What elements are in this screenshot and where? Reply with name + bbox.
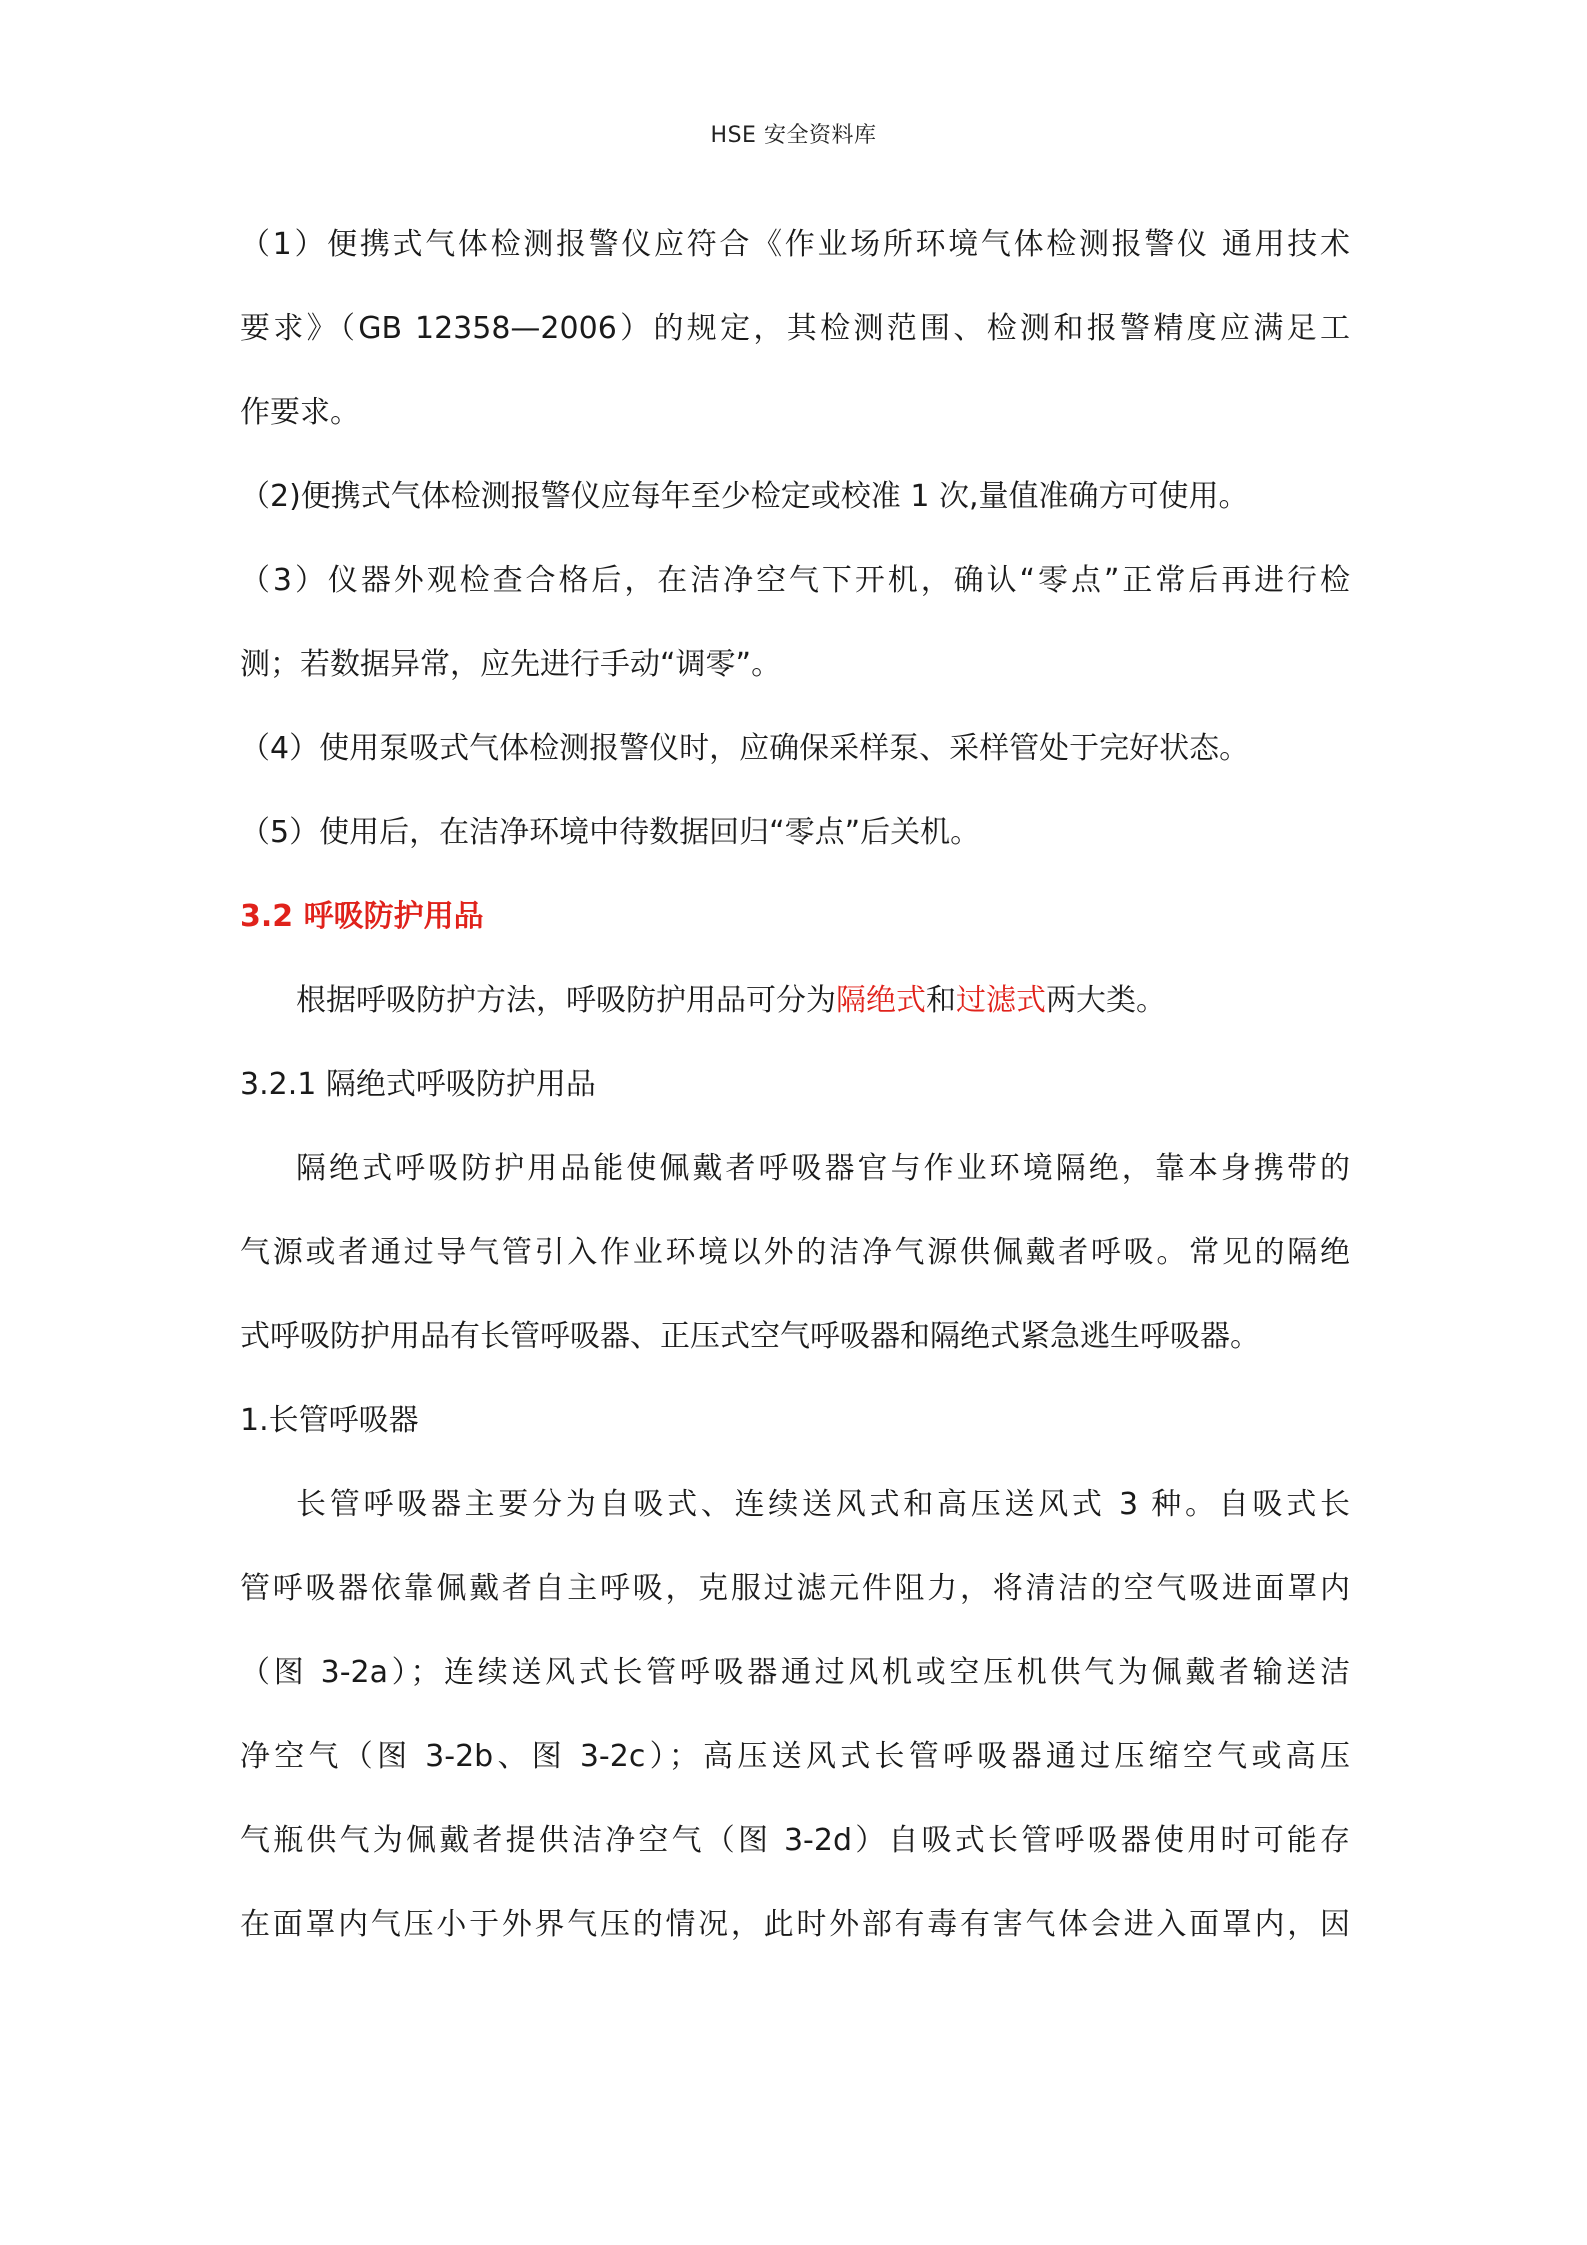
subsection-1-line-3: （图 3-2a）；连续送风式长管呼吸器通过风机或空压机供气为佩戴者输送洁	[240, 1655, 1350, 1690]
subsection-1-heading: 1.长管呼吸器	[240, 1403, 419, 1438]
section-3-2-1-heading: 3.2.1 隔绝式呼吸防护用品	[240, 1067, 596, 1102]
subsection-1-line-5: 气瓶供气为佩戴者提供洁净空气（图 3-2d）自吸式长管呼吸器使用时可能存	[240, 1823, 1350, 1858]
intro-prefix: 根据呼吸防护方法，呼吸防护用品可分为	[296, 983, 836, 1018]
subsection-1-line-4: 净空气（图 3-2b、图 3-2c）；高压送风式长管呼吸器通过压缩空气或高压	[240, 1739, 1350, 1774]
document-body	[240, 203, 1350, 1967]
section-3-2-1-para-line-3: 式呼吸防护用品有长管呼吸器、正压式空气呼吸器和隔绝式紧急逃生呼吸器。	[240, 1319, 1260, 1354]
intro-mid: 和	[926, 983, 956, 1018]
item-2-line-1: （2)便携式气体检测报警仪应每年至少检定或校准 1 次,量值准确方可使用。	[240, 479, 1249, 514]
item-5-line-1: （5）使用后，在洁净环境中待数据回归“零点”后关机。	[240, 815, 981, 850]
section-3-2-1-para-line-1: 隔绝式呼吸防护用品能使佩戴者呼吸器官与作业环境隔绝，靠本身携带的	[296, 1151, 1350, 1186]
intro-suffix: 两大类。	[1046, 983, 1166, 1018]
section-3-2-intro	[240, 959, 1350, 1043]
item-4-line-1: （4）使用泵吸式气体检测报警仪时，应确保采样泵、采样管处于完好状态。	[240, 731, 1250, 766]
section-3-2-1-para-line-2: 气源或者通过导气管引入作业环境以外的洁净气源供佩戴者呼吸。常见的隔绝	[240, 1235, 1350, 1270]
page-header: HSE 安全资料库	[710, 123, 877, 148]
subsection-1-line-6: 在面罩内气压小于外界气压的情况，此时外部有毒有害气体会进入面罩内，因	[240, 1907, 1350, 1942]
subsection-1-line-2: 管呼吸器依靠佩戴者自主呼吸，克服过滤元件阻力，将清洁的空气吸进面罩内	[240, 1571, 1350, 1606]
item-1-line-1: （1）便携式气体检测报警仪应符合《作业场所环境气体检测报警仪 通用技术	[240, 227, 1350, 262]
item-3-line-2: 测；若数据异常，应先进行手动“调零”。	[240, 647, 782, 682]
section-3-2-heading: 3.2 呼吸防护用品	[240, 899, 484, 934]
intro-term-isolating: 隔绝式	[836, 983, 926, 1018]
subsection-1-line-1: 长管呼吸器主要分为自吸式、连续送风式和高压送风式 3 种。自吸式长	[296, 1487, 1350, 1522]
item-1-line-2: 要求》（GB 12358—2006）的规定，其检测范围、检测和报警精度应满足工	[240, 311, 1350, 346]
intro-term-filtering: 过滤式	[956, 983, 1046, 1018]
item-3-line-1: （3）仪器外观检查合格后，在洁净空气下开机，确认“零点”正常后再进行检	[240, 563, 1350, 598]
item-1-line-3: 作要求。	[240, 395, 360, 430]
